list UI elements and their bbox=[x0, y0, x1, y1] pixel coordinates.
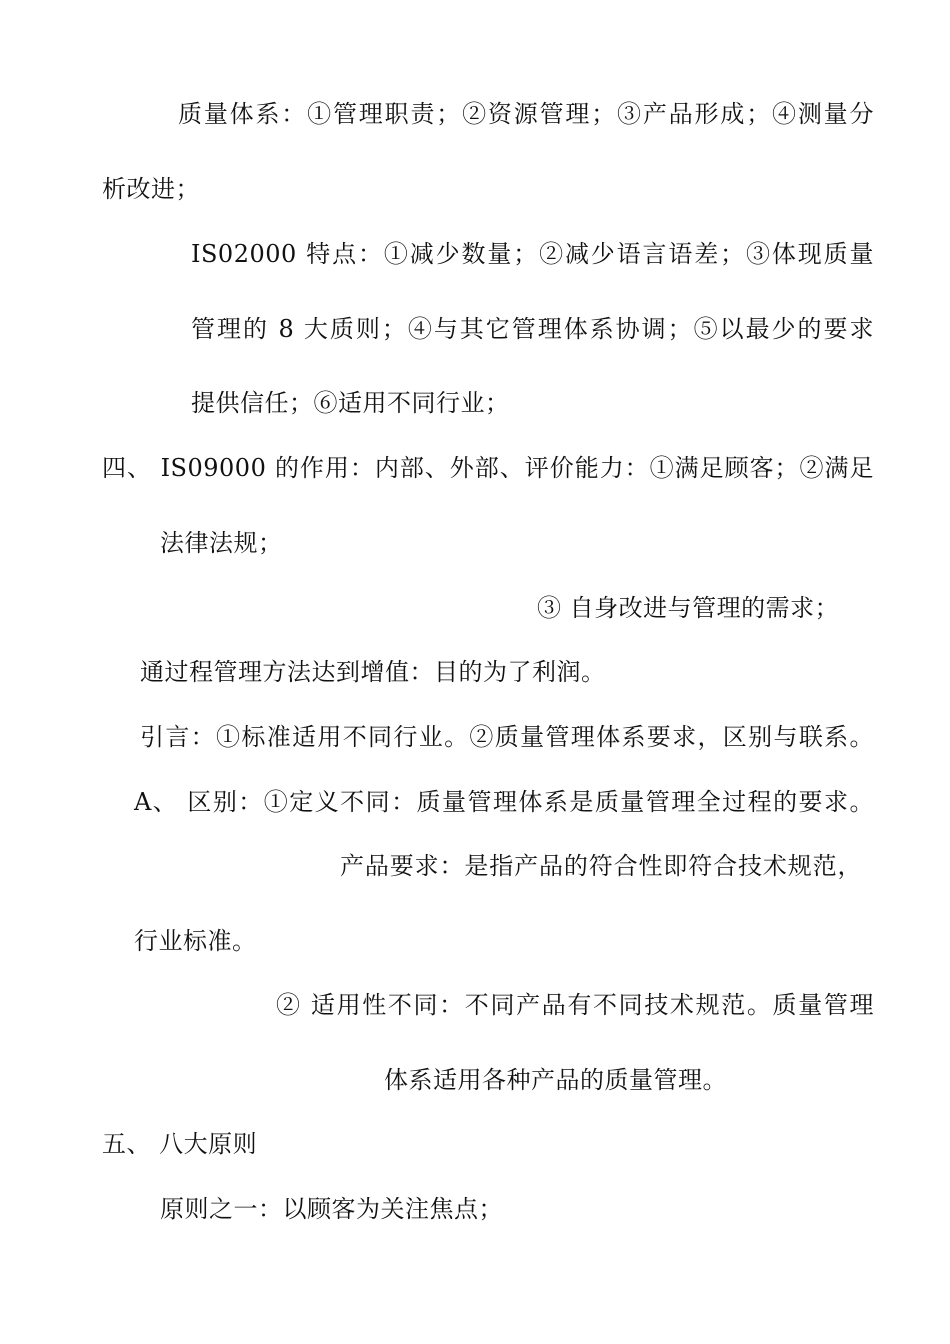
text-line-self-improvement: ③ 自身改进与管理的需求； bbox=[537, 594, 840, 622]
text-line-analysis-improvement: 析改进； bbox=[102, 175, 200, 203]
text-line-iso2000-features: IS02000 特点：①减少数量；②减少语言语差；③体现质量 bbox=[191, 240, 874, 268]
text-line-industry-standards: 行业标准。 bbox=[134, 927, 257, 955]
text-line-section-four-heading: 四、 IS09000 的作用：内部、外部、评价能力：①满足顾客；②满足 bbox=[102, 454, 874, 482]
text-line-system-applies: 体系适用各种产品的质量管理。 bbox=[384, 1066, 727, 1094]
text-line-product-requirements: 产品要求：是指产品的符合性即符合技术规范， bbox=[340, 852, 862, 880]
text-line-laws-regulations: 法律法规； bbox=[160, 529, 283, 557]
text-line-process-management: 通过程管理方法达到增值：目的为了利润。 bbox=[140, 658, 606, 686]
text-line-eight-principles: 管理的 8 大质则；④与其它管理体系协调；⑤以最少的要求 bbox=[191, 315, 874, 343]
text-line-provide-trust: 提供信任；⑥适用不同行业； bbox=[191, 389, 510, 417]
text-line-applicability: ② 适用性不同：不同产品有不同技术规范。质量管理 bbox=[276, 991, 874, 1019]
text-line-quality-system: 质量体系：①管理职责；②资源管理；③产品形成；④测量分 bbox=[178, 100, 874, 128]
text-line-section-five-heading: 五、 八大原则 bbox=[102, 1130, 258, 1158]
text-line-difference-a: A、 区别：①定义不同：质量管理体系是质量管理全过程的要求。 bbox=[134, 788, 874, 816]
text-line-principle-one: 原则之一：以顾客为关注焦点； bbox=[160, 1195, 503, 1223]
text-line-introduction: 引言：①标准适用不同行业。②质量管理体系要求，区别与联系。 bbox=[140, 723, 874, 751]
